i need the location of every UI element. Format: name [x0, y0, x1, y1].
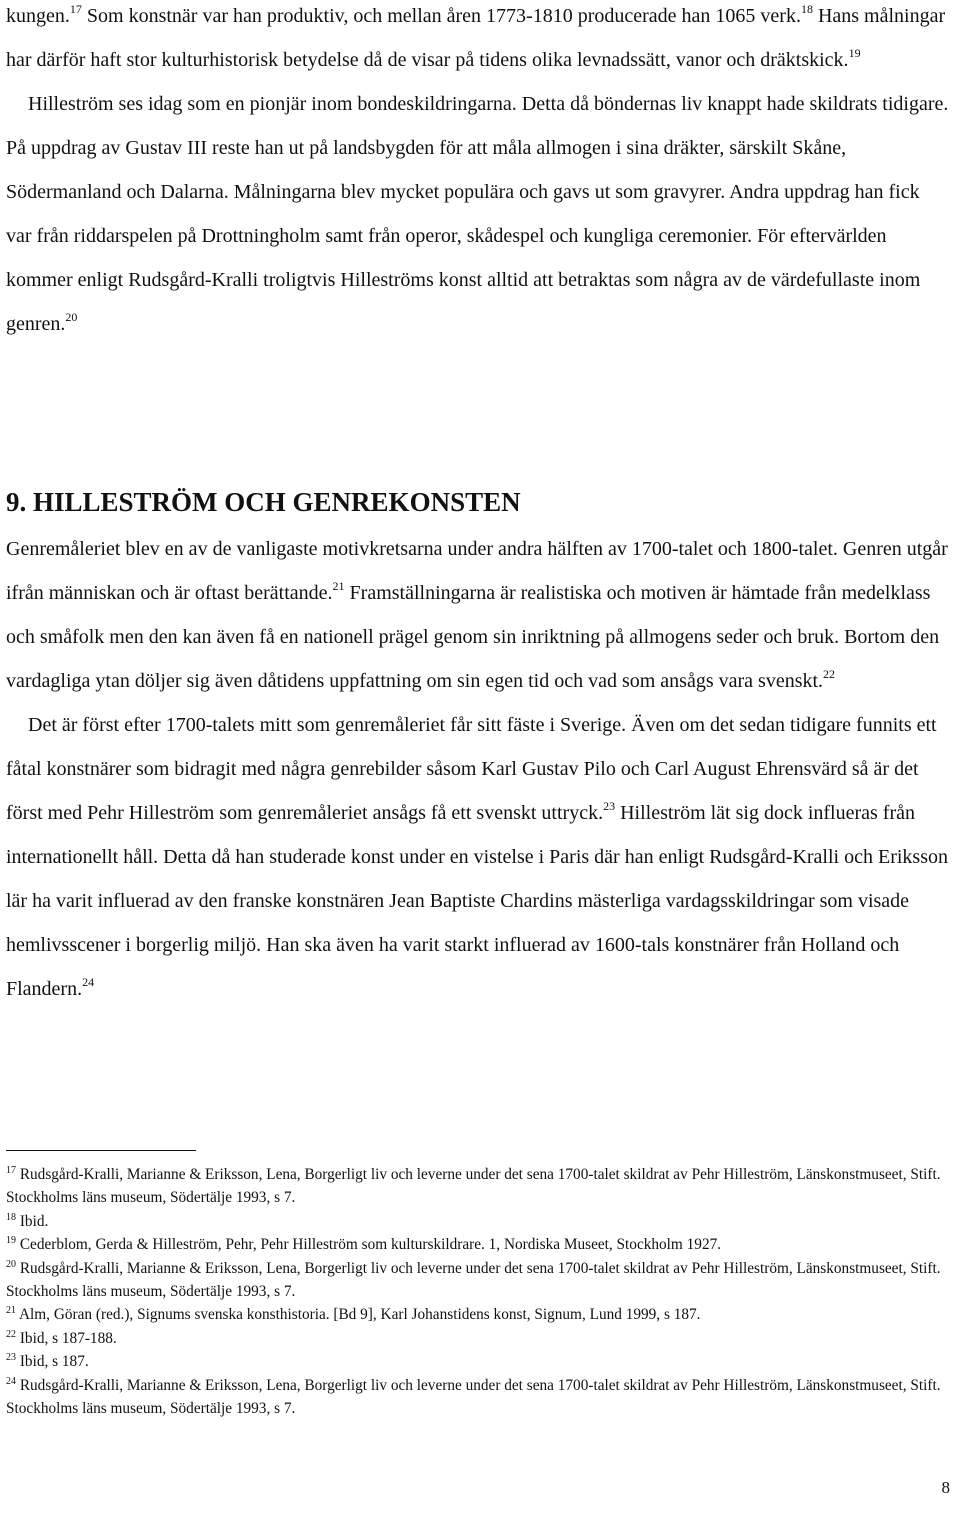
footnote-text: Ibid, s 187-188.	[19, 1329, 117, 1347]
section-heading: 9. HILLESTRÖM OCH GENREKONSTEN	[6, 487, 521, 517]
footnote-text: Rudsgård-Kralli, Marianne & Eriksson, Lena, Borgerligt liv och leverne under det sena 1700-talet skildrat av Pehr Hilleström, Länskonstmuseet, Stift. Stockholms läns museum, Södertälje 1993, s 7.	[6, 1259, 941, 1301]
footnote-number: 18	[6, 1211, 16, 1223]
paragraph-text: Det är först efter 1700-talets mitt som genremåleriet får sitt fäste i Sverige. Även om det sedan tidigare funnits ett fåtal konstnärer som bidragit med några genrebilder såsom Karl Gustav Pilo och Carl August Ehrensvärd så är det först med Pehr Hilleström som genremåleriet ansågs få ett svenskt uttryck.	[6, 714, 937, 824]
footnote-number: 17	[6, 1165, 16, 1176]
footnote-17	[6, 1163, 950, 1210]
footnote-text: Rudsgård-Kralli, Marianne & Eriksson, Lena, Borgerligt liv och leverne under det sena 1700-talet skildrat av Pehr Hilleström, Länskonstmuseet, Stift. Stockholms läns museum, Södertälje 1993, s 7.	[6, 1166, 941, 1207]
page-number: 8	[941, 1478, 950, 1497]
footnote-ref: 23	[603, 799, 616, 813]
paragraph-4	[6, 703, 950, 1011]
footnote-19	[6, 1233, 950, 1256]
section-body	[6, 527, 950, 1011]
footnotes	[6, 1150, 950, 1420]
footnote-21	[6, 1303, 950, 1326]
paragraph-1	[6, 0, 950, 82]
footnote-ref: 17	[69, 2, 82, 16]
footnote-number: 24	[6, 1375, 16, 1387]
footnote-22	[6, 1327, 950, 1350]
footnote-23	[6, 1350, 950, 1373]
footnote-ref: 22	[823, 667, 836, 681]
footnote-text: Cederblom, Gerda & Hilleström, Pehr, Pehr Hilleström som kulturskildrare. 1, Nordiska Museet, Stockholm 1927.	[19, 1236, 722, 1254]
paragraph-3	[6, 527, 950, 703]
footnote-number: 19	[6, 1235, 16, 1247]
footnote-number: 21	[6, 1305, 16, 1317]
footnote-number: 23	[6, 1352, 16, 1364]
footnote-24	[6, 1374, 950, 1421]
footnote-20	[6, 1257, 950, 1304]
footnote-18	[6, 1210, 950, 1233]
footnote-text: Ibid.	[19, 1212, 49, 1230]
footnote-divider	[6, 1150, 196, 1151]
paragraph-text: Hilleström ses idag som en pionjär inom bondeskildringarna. Detta då böndernas liv knappt hade skildrats tidigare. På uppdrag av Gustav III reste han ut på landsbygden för att måla allmogen i sina dräkter, särskilt Skåne, Södermanland och Dalarna. Målningarna blev mycket populära och gavs ut som gravyrer. Andra uppdrag han fick var från riddarspelen på Drottningholm samt från operor, skådespel och kungliga ceremonier. För eftervärlden kommer enligt Rudsgård-Kralli troligtvis Hilleströms konst alltid att betraktas som några av de värdefullaste inom genren.	[6, 93, 949, 335]
footnote-ref: 18	[800, 2, 813, 16]
footnote-text: Rudsgård-Kralli, Marianne & Eriksson, Lena, Borgerligt liv och leverne under det sena 1700-talet skildrat av Pehr Hilleström, Länskonstmuseet, Stift. Stockholms läns museum, Södertälje 1993, s 7.	[6, 1376, 941, 1418]
paragraph-text: Genremåleriet blev en av de vanligaste motivkretsarna under andra hälften av 1700-talet och 1800-talet. Genren utgår ifrån människan och är oftast berättande.	[6, 538, 948, 604]
footnote-ref: 24	[82, 975, 95, 989]
footnote-text: Ibid, s 187.	[19, 1353, 89, 1371]
paragraph-text: Hans målningar har därför haft stor kulturhistorisk betydelse då de visar på tidens olika levnadssätt, vanor och dräktskick.	[6, 5, 946, 71]
paragraph-text: Hilleström lät sig dock influeras från internationellt håll. Detta då han studerade konst under en vistelse i Paris där han enligt Rudsgård-Kralli och Eriksson lär ha varit influerad av den franske konstnären Jean Baptiste Chardins mästerliga vardagsskildringar som visade hemlivsscener i borgerlig miljö. Han ska även ha varit starkt influerad av 1600-tals konstnärer från Holland och Flandern.	[6, 802, 948, 1000]
footnote-ref: 21	[332, 579, 345, 593]
footnote-ref: 19	[848, 46, 861, 60]
footnote-number: 20	[6, 1258, 16, 1270]
document-page	[6, 0, 950, 1418]
footnote-ref: 20	[65, 310, 78, 324]
paragraph-2	[6, 82, 950, 346]
paragraph-text: kungen.	[6, 5, 70, 27]
paragraph-text: Som konstnär var han produktiv, och mellan åren 1773-1810 producerade han 1065 verk.	[81, 5, 801, 27]
paragraph-text: Framställningarna är realistiska och motiven är hämtade från medelklass och småfolk men den kan även få en nationell prägel genom sin inriktning på allmogens seder och bruk. Bortom den vardagliga ytan döljer sig även dåtidens uppfattning om sin egen tid och vad som ansågs vara svenskt.	[6, 582, 940, 692]
footnote-number: 22	[6, 1328, 16, 1340]
footnote-text: Alm, Göran (red.), Signums svenska konsthistoria. [Bd 9], Karl Johanstidens konst, Signum, Lund 1999, s 187.	[18, 1306, 701, 1324]
